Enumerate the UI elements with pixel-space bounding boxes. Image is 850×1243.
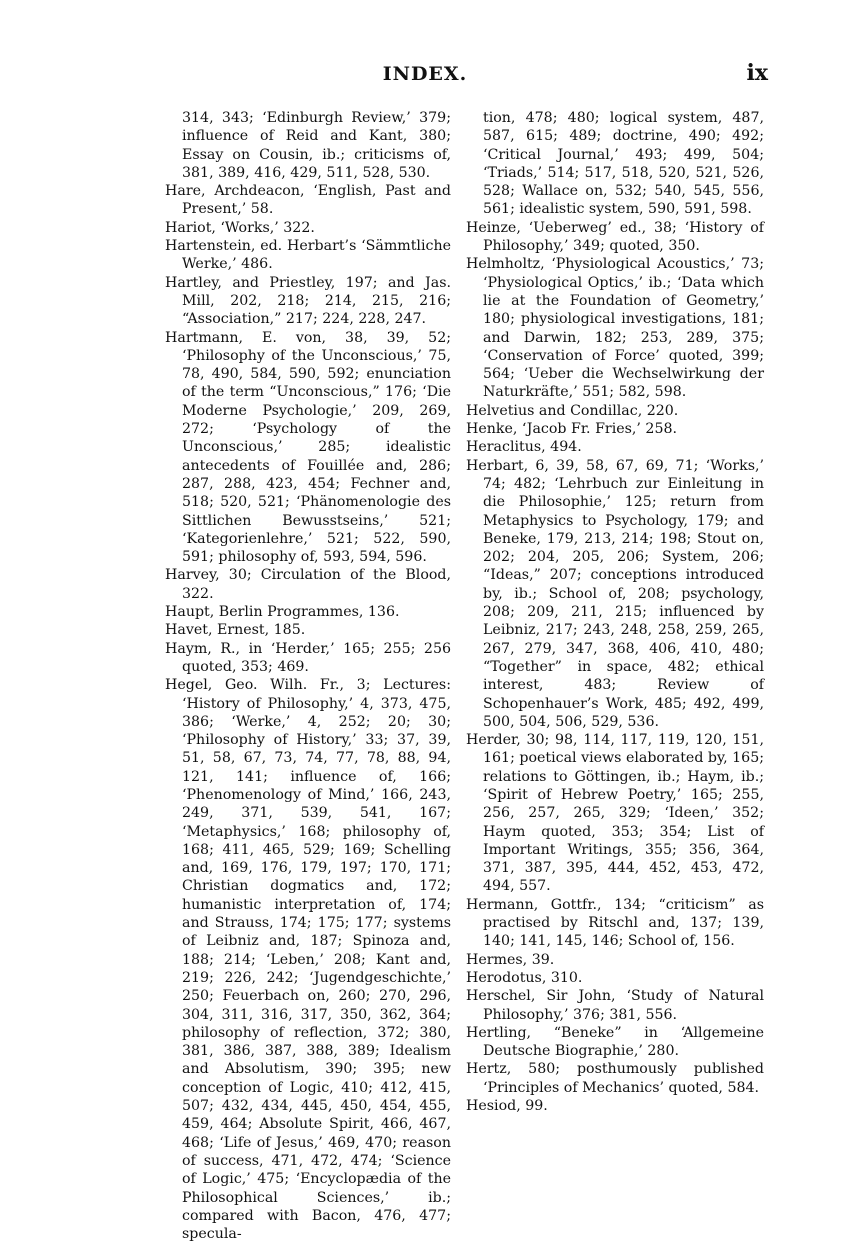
index-entry: Hertling, “Beneke” in ‘Allgemeine Deutsche Biographie,’ 280. — [466, 1024, 764, 1060]
index-entry: Henke, ‘Jacob Fr. Fries,’ 258. — [466, 421, 678, 438]
index-entry: Haupt, Berlin Programmes, 136. — [165, 604, 400, 621]
page-number: ix — [746, 60, 768, 86]
index-entry: Haym, R., in ‘Herder,’ 165; 255; 256 quoted, 353; 469. — [165, 640, 451, 675]
index-entry: Helvetius and Condillac, 220. — [466, 402, 679, 419]
index-entry: Hartmann, E. von, 38, 39, 52; ‘Philosophy of the Unconscious,’ 75, 78, 490, 584, 590, 592; enunciation of the term “Unconscious,” 176; ‘Die Moderne Psychologie,’ 209, 269, 272; ‘Psychology of the Unconscious,’ 285; idealistic antecedents of Fouillée and, 286; 287, 288, 423, 454; Fechner and, 518; 520, 521; ‘Phänomenologie des Sittlichen Bewusstseins,’ 521; ‘Kategorienlehre,’ 521; 522, 590, 591; philosophy of, 593, 594, 596. — [165, 329, 451, 566]
index-entry: Hariot, ‘Works,’ 322. — [165, 219, 315, 236]
index-entry: Hartley, and Priestley, 197; and Jas. Mill, 202, 218; 214, 215, 216; “Association,” 217; 224, 228, 247. — [165, 274, 451, 328]
index-entry: Havet, Ernest, 185. — [165, 622, 306, 639]
index-entry: Heinze, ‘Ueberweg’ ed., 38; ‘History of Philosophy,’ 349; quoted, 350. — [466, 219, 764, 255]
index-entry: Heraclitus, 494. — [466, 439, 582, 456]
index-entry: Herodotus, 310. — [466, 969, 583, 986]
index-entry: Hesiod, 99. — [466, 1098, 548, 1115]
index-entry: Harvey, 30; Circulation of the Blood, 322. — [165, 567, 451, 602]
index-entry-continuation: tion, 478; 480; logical system, 487, 587, 615; 489; doctrine, 490; 492; ‘Critical Journal,’ 493; 499, 504; ‘Triads,’ 514; 517, 518, 520, 521, 526, 528; Wallace on, 532; 540, 545, 556, 561; idealistic system, 590, 591, 598. — [483, 110, 764, 218]
index-entry: Herschel, Sir John, ‘Study of Natural Philosophy,’ 376; 381, 556. — [466, 988, 764, 1023]
index-entry-continuation: 314, 343; ‘Edinburgh Review,’ 379; influence of Reid and Kant, 380; Essay on Cousin, ib.; criticisms of, 381, 389, 416, 429, 511, 528, 530. — [182, 110, 451, 181]
left-column — [165, 109, 451, 1243]
index-entry: Hermes, 39. — [466, 951, 555, 968]
index-entry: Herbart, 6, 39, 58, 67, 69, 71; ‘Works,’ 74; 482; ‘Lehrbuch zur Einleitung in die Philosophie,’ 125; return from Metaphysics to Psychology, 179; and Beneke, 179, 213, 214; 198; Stout on, 202; 204, 205, 206; System, 206; “Ideas,” 207; conceptions introduced by, ib.; School of, 208; psychology, 208; 209, 211, 215; influenced by Leibniz, 217; 243, 248, 258, 259, 265, 267, 279, 347, 368, 406, 410, 480; “Together” in space, 482; ethical interest, 483; Review of Schopenhauer’s Work, 485; 492, 499, 500, 504, 506, 529, 536. — [466, 457, 764, 730]
index-entry: Hertz, 580; posthumously published ‘Principles of Mechanics’ quoted, 584. — [466, 1061, 764, 1096]
index-entry: Hare, Archdeacon, ‘English, Past and Present,’ 58. — [165, 183, 451, 218]
index-entry: Hegel, Geo. Wilh. Fr., 3; Lectures: ‘History of Philosophy,’ 4, 373, 475, 386; ‘Werke,’ 4, 252; 20; 30; ‘Philosophy of History,’ 33; 37, 39, 51, 58, 67, 73, 74, 77, 78, 88, 94, 121, 141; influence of, 166; ‘Phenomenology of Mind,’ 166, 243, 249, 371, 539, 541, 167; ‘Metaphysics,’ 168; philosophy of, 168; 411, 465, 529; 169; Schelling and, 169, 176, 179, 197; 170, 171; Christian dogmatics and, 172; humanistic interpretation of, 174; and Strauss, 174; 175; 177; systems of Leibniz and, 187; Spinoza and, 188; 214; ‘Leben,’ 208; Kant and, 219; 226, 242; ‘Jugendgeschichte,’ 250; Feuerbach on, 260; 270, 296, 304, 311, 316, 317, 350, 362, 364; philosophy of reflection, 372; 380, 381, 386, 387, 388, 389; Idealism and Absolutism, 390; 395; new conception of Logic, 410; 412, 415, 507; 432, 434, 445, 450, 454, 455, 459, 464; Absolute Spirit, 466, 467, 468; ‘Life of Jesus,’ 469, 470; reason of success, 471, 472, 474; ‘Science of Logic,’ 475; ‘Encyclopædia of the Philosophical Sciences,’ ib.; compared with Bacon, 476, 477; specula- — [165, 677, 451, 1243]
index-entry: Herder, 30; 98, 114, 117, 119, 120, 151, 161; poetical views elaborated by, 165; relations to Göttingen, ib.; Haym, ib.; ‘Spirit of Hebrew Poetry,’ 165; 255, 256, 257, 265, 329; ‘Ideen,’ 352; Haym quoted, 353; 354; List of Important Writings, 355; 356, 364, 371, 387, 395, 444, 452, 453, 472, 494, 557. — [466, 732, 764, 895]
index-entry: Hermann, Gottfr., 134; “criticism” as practised by Ritschl and, 137; 139, 140; 141, 145, 146; School of, 156. — [466, 896, 764, 950]
running-title: INDEX. — [382, 63, 468, 85]
right-column — [466, 109, 764, 1115]
index-entry: Helmholtz, ‘Physiological Acoustics,’ 73; ‘Physiological Optics,’ ib.; ‘Data which lie at the Foundation of Geometry,’ 180; physiological investigations, 181; and Darwin, 182; 253, 289, 375; ‘Conservation of Force’ quoted, 399; 564; ‘Ueber die Wechselwirkung der Naturkräfte,’ 551; 582, 598. — [466, 256, 764, 401]
index-entry: Hartenstein, ed. Herbart’s ‘Sämmtliche Werke,’ 486. — [165, 238, 451, 273]
